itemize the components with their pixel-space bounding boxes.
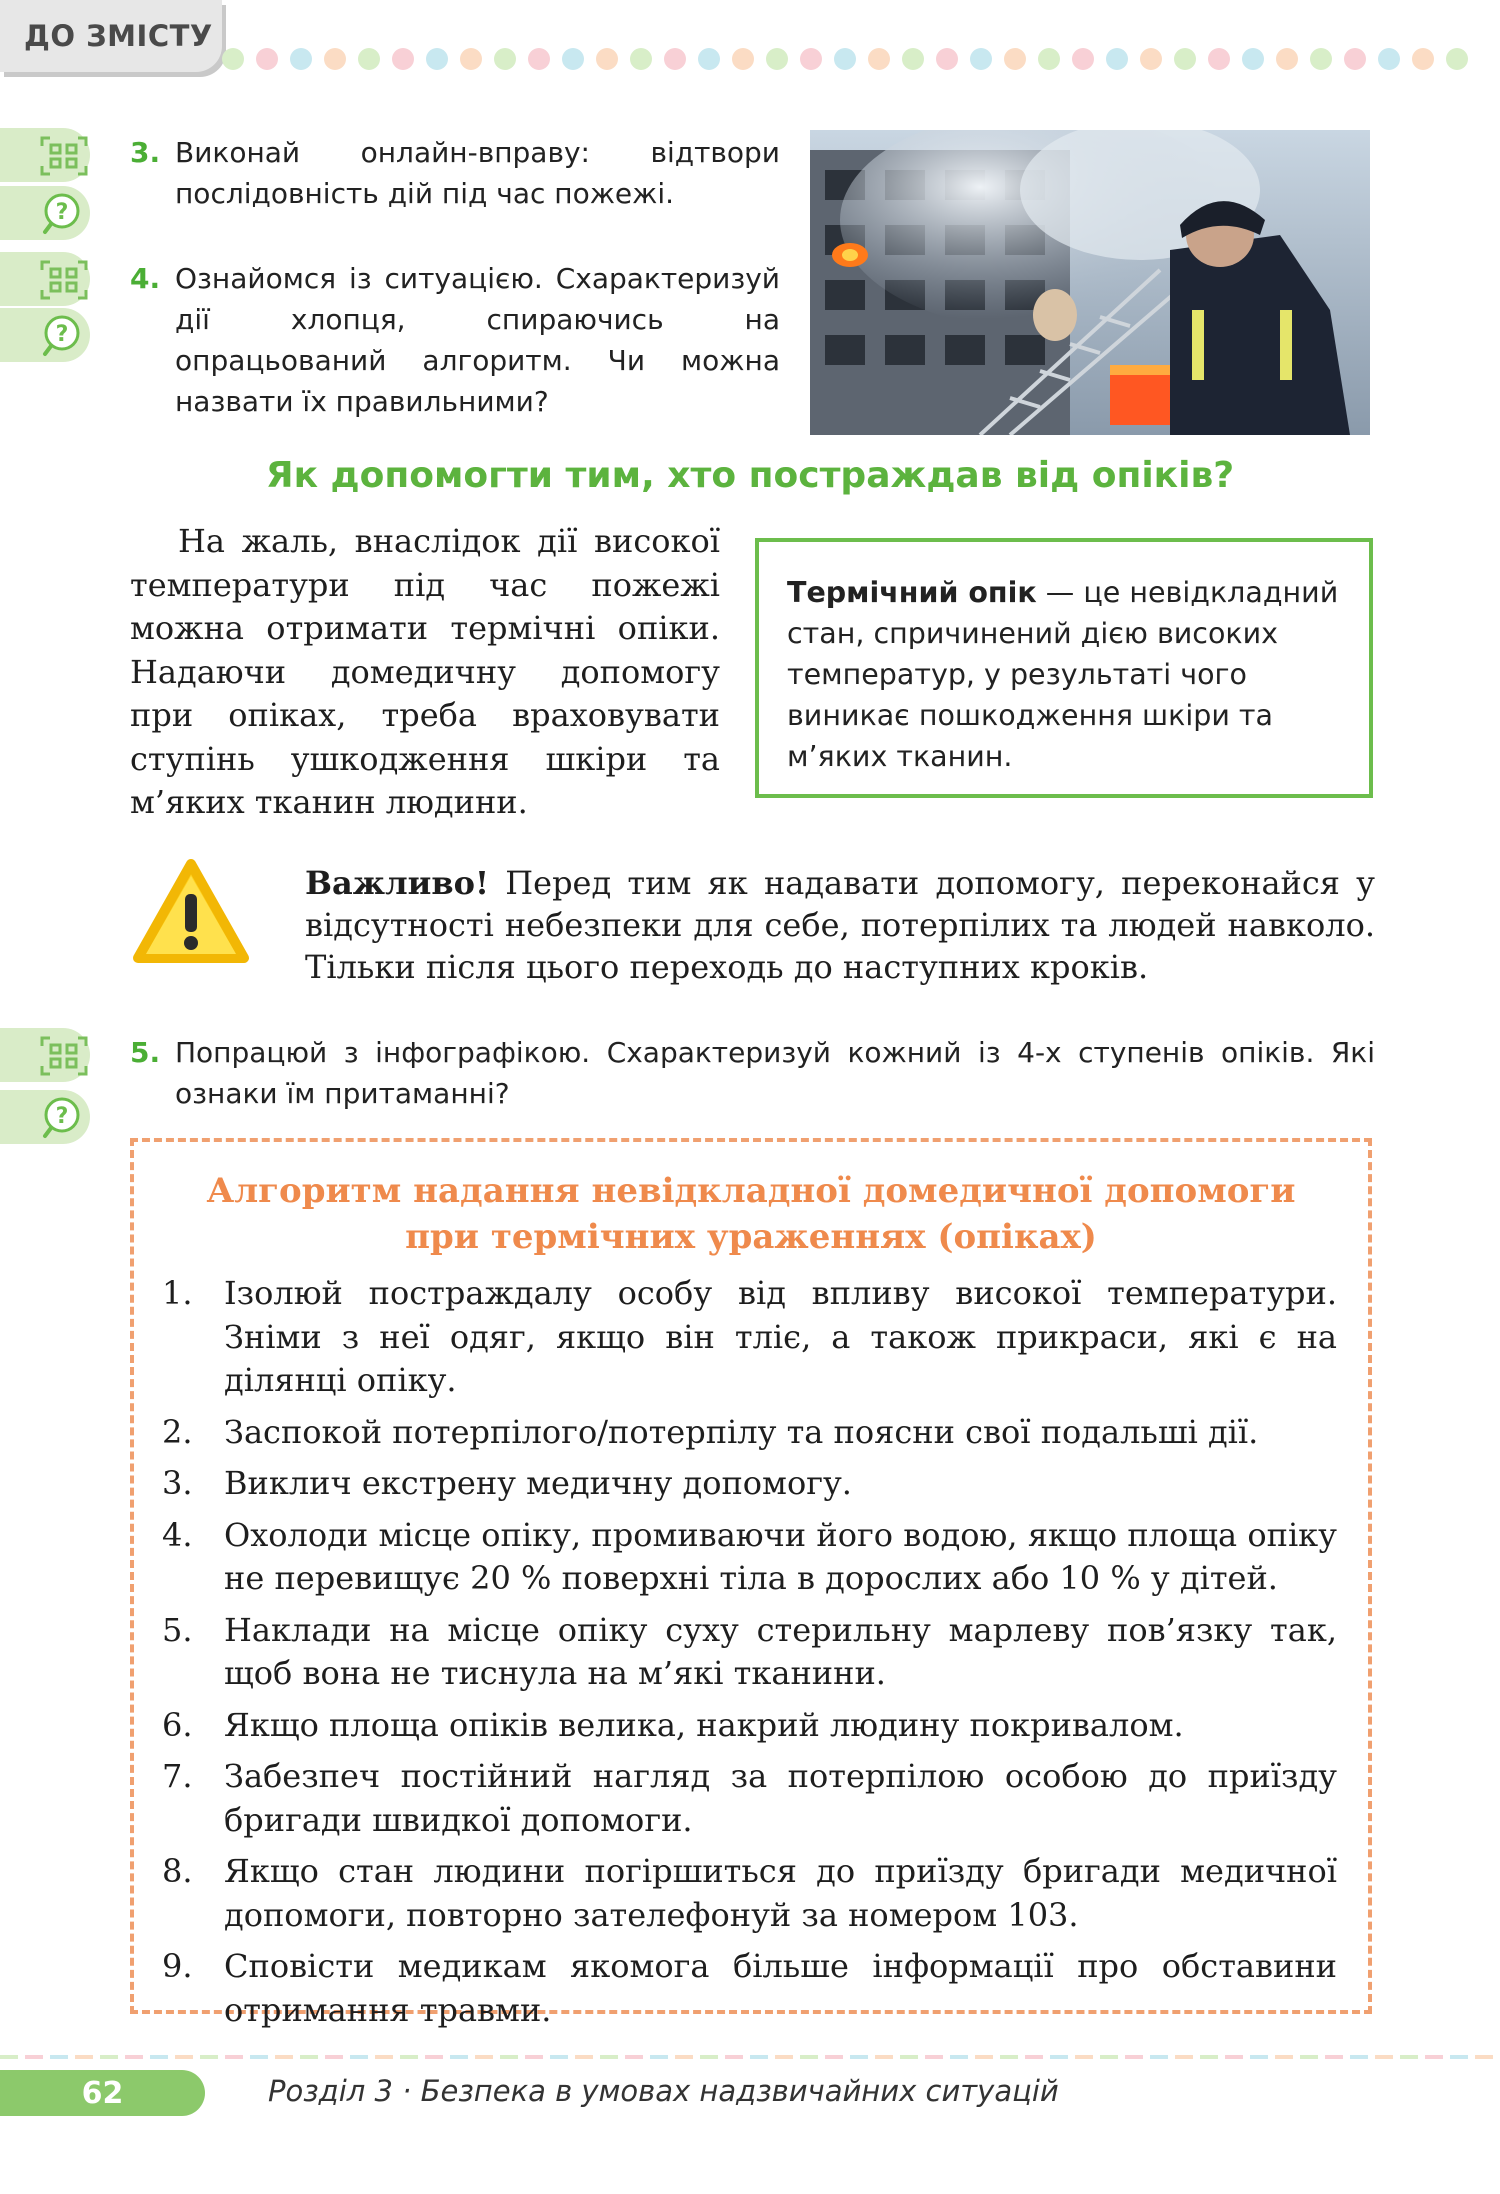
divider-segment xyxy=(750,2055,768,2059)
question-tab-4[interactable] xyxy=(0,308,90,362)
divider-segment xyxy=(1250,2055,1268,2059)
divider-segment xyxy=(625,2055,643,2059)
decorative-dot xyxy=(392,48,414,70)
algorithm-step xyxy=(162,1609,1337,1696)
divider-segment xyxy=(50,2055,68,2059)
divider-segment xyxy=(200,2055,218,2059)
divider-segment xyxy=(1300,2055,1318,2059)
firefighter-rescue-photo xyxy=(810,130,1370,435)
step-number: 8. xyxy=(162,1852,193,1890)
algorithm-step xyxy=(162,1514,1337,1601)
divider-segment xyxy=(1075,2055,1093,2059)
decorative-dot xyxy=(426,48,448,70)
decorative-dot xyxy=(256,48,278,70)
algorithm-step xyxy=(162,1411,1337,1455)
algorithm-step xyxy=(162,1462,1337,1506)
divider-segment xyxy=(325,2055,343,2059)
algorithm-title-line-1: Алгоритм надання невідкладної домедичної допомоги xyxy=(206,1171,1296,1211)
online-exercise-tab-5[interactable] xyxy=(0,1028,90,1082)
svg-text:?: ? xyxy=(55,1104,69,1129)
step-text: Заспокой потерпілого/потерпілу та поясни свої подальші дії. xyxy=(224,1412,1259,1451)
divider-segment xyxy=(1025,2055,1043,2059)
decorative-dot xyxy=(1072,48,1094,70)
algorithm-steps xyxy=(162,1272,1337,2040)
divider-segment xyxy=(75,2055,93,2059)
divider-segment xyxy=(225,2055,243,2059)
step-number: 6. xyxy=(162,1705,193,1744)
question-tab-5[interactable] xyxy=(0,1090,90,1144)
step-number: 1. xyxy=(162,1274,193,1312)
intro-paragraph: На жаль, внаслідок дії високої температури під час пожежі можна отримати термічні опіки. Надаючи домедичну допомогу при опіках, треба враховувати ступінь ушкодження шкіри та м’яких тканин людини. xyxy=(130,522,720,821)
divider-segment xyxy=(1450,2055,1468,2059)
decorative-dot xyxy=(324,48,346,70)
divider-segment xyxy=(1000,2055,1018,2059)
decorative-dot xyxy=(494,48,516,70)
divider-segment xyxy=(550,2055,568,2059)
decorative-dot xyxy=(1344,48,1366,70)
online-exercise-tab-3[interactable] xyxy=(0,128,90,182)
divider-segment xyxy=(1225,2055,1243,2059)
decorative-dot xyxy=(1242,48,1264,70)
page-number: 62 xyxy=(0,2070,205,2116)
toc-link[interactable]: ДО ЗМІСТУ xyxy=(0,0,222,72)
decorative-dot xyxy=(868,48,890,70)
divider-segment xyxy=(850,2055,868,2059)
definition-box xyxy=(755,538,1373,798)
section-heading: Як допомогти тим, хто постраждав від опіків? xyxy=(265,455,1235,496)
divider-segment xyxy=(900,2055,918,2059)
divider-segment xyxy=(125,2055,143,2059)
definition-text: — це невідкладний стан, спричинений дією високих температур, у результаті чого виникає пошкодження шкіри та м’яких тканин. xyxy=(787,576,1339,773)
decorative-dot xyxy=(630,48,652,70)
decorative-dot xyxy=(1446,48,1468,70)
divider-segment xyxy=(1400,2055,1418,2059)
divider-segment xyxy=(1050,2055,1068,2059)
decorative-dot xyxy=(834,48,856,70)
step-text: Виклич екстрену медичну допомогу. xyxy=(224,1464,852,1502)
decorative-dot xyxy=(766,48,788,70)
divider-segment xyxy=(25,2055,43,2059)
divider-segment xyxy=(1475,2055,1493,2059)
warning-body: Перед тим як надавати допомогу, переконайся у відсутності небезпеки для себе, потерпілих та людей навколо. Тільки після цього переходь до наступних кроків. xyxy=(305,864,1375,986)
decorative-dot xyxy=(732,48,754,70)
exercise-number: 4. xyxy=(130,262,161,295)
divider-segment xyxy=(725,2055,743,2059)
qr-code-icon xyxy=(40,136,88,176)
decorative-dot xyxy=(222,48,244,70)
question-tab-3[interactable] xyxy=(0,186,90,240)
exercise-number: 5. xyxy=(130,1036,161,1069)
divider-segment xyxy=(675,2055,693,2059)
step-text: Наклади на місце опіку суху стерильну марлеву пов’язку так, щоб вона не тиснула на м’які тканини. xyxy=(224,1610,1337,1692)
decorative-dot xyxy=(1208,48,1230,70)
decorative-dot xyxy=(1174,48,1196,70)
warning-text xyxy=(305,862,1375,988)
step-text: Сповісти медикам якомога більше інформації про обставини отримання травми. xyxy=(224,1947,1337,2029)
algorithm-title xyxy=(134,1168,1368,1260)
footer-divider xyxy=(0,2055,1500,2059)
algorithm-step xyxy=(162,1272,1337,1403)
decorative-dot xyxy=(1310,48,1332,70)
step-number: 5. xyxy=(162,1610,193,1649)
exercise-text: Попрацюй з інфографікою. Схарактеризуй кожний із 4-х ступенів опіків. Які ознаки їм притаманні? xyxy=(175,1036,1375,1110)
magnifier-question-icon xyxy=(42,1095,86,1139)
exercise-number: 3. xyxy=(130,136,161,169)
decorative-dot xyxy=(800,48,822,70)
algorithm-step xyxy=(162,1945,1337,2032)
divider-segment xyxy=(1150,2055,1168,2059)
online-exercise-tab-4[interactable] xyxy=(0,252,90,306)
algorithm-title-line-2: при термічних ураженнях (опіках) xyxy=(405,1217,1097,1257)
qr-code-icon xyxy=(40,1036,88,1076)
divider-segment xyxy=(1100,2055,1118,2059)
step-number: 2. xyxy=(162,1412,193,1451)
decorative-dot xyxy=(970,48,992,70)
divider-segment xyxy=(1200,2055,1218,2059)
decorative-dot xyxy=(460,48,482,70)
step-text: Ізолюй постраждалу особу від впливу високої температури. Зніми з неї одяг, якщо він тліє, а також прикраси, які є на ділянці опіку. xyxy=(224,1274,1337,1399)
step-text: Якщо площа опіків велика, накрий людину покривалом. xyxy=(224,1705,1184,1744)
magnifier-question-icon xyxy=(42,313,86,357)
algorithm-step xyxy=(162,1755,1337,1842)
decorative-dot xyxy=(664,48,686,70)
divider-segment xyxy=(500,2055,518,2059)
decorative-dot xyxy=(1140,48,1162,70)
divider-segment xyxy=(375,2055,393,2059)
divider-segment xyxy=(650,2055,668,2059)
divider-segment xyxy=(425,2055,443,2059)
divider-segment xyxy=(1275,2055,1293,2059)
divider-segment xyxy=(350,2055,368,2059)
decorative-dot xyxy=(936,48,958,70)
divider-segment xyxy=(925,2055,943,2059)
decorative-dot xyxy=(1106,48,1128,70)
decorative-dot xyxy=(1412,48,1434,70)
decorative-dot xyxy=(1378,48,1400,70)
step-number: 4. xyxy=(162,1515,193,1554)
definition-term: Термічний опік xyxy=(787,576,1037,609)
step-number: 3. xyxy=(162,1464,193,1502)
svg-text:?: ? xyxy=(55,322,69,347)
divider-segment xyxy=(800,2055,818,2059)
divider-segment xyxy=(825,2055,843,2059)
warning-icon xyxy=(130,856,252,968)
decorative-dot xyxy=(596,48,618,70)
chapter-title: Розділ 3 · Безпека в умовах надзвичайних ситуацій xyxy=(268,2074,1059,2108)
divider-segment xyxy=(950,2055,968,2059)
divider-segment xyxy=(775,2055,793,2059)
divider-segment xyxy=(1350,2055,1368,2059)
divider-segment xyxy=(975,2055,993,2059)
divider-segment xyxy=(275,2055,293,2059)
warning-label: Важливо! xyxy=(305,864,490,902)
decorative-dot xyxy=(528,48,550,70)
divider-segment xyxy=(600,2055,618,2059)
divider-segment xyxy=(475,2055,493,2059)
magnifier-question-icon xyxy=(42,191,86,235)
decorative-dot xyxy=(902,48,924,70)
algorithm-step xyxy=(162,1850,1337,1937)
divider-segment xyxy=(700,2055,718,2059)
decorative-dot xyxy=(1276,48,1298,70)
decorative-dot xyxy=(1004,48,1026,70)
step-text: Якщо стан людини погіршиться до приїзду бригади медичної допомоги, повторно зателефонуй за номером 103. xyxy=(224,1852,1337,1934)
step-number: 7. xyxy=(162,1757,193,1795)
divider-segment xyxy=(250,2055,268,2059)
qr-code-icon xyxy=(40,260,88,300)
exercise-text: Ознайомся із ситуацією. Схарактеризуй дії хлопця, спираючись на опрацьований алгоритм. Чи можна назвати їх правильними? xyxy=(175,262,780,418)
decorative-dot xyxy=(290,48,312,70)
divider-segment xyxy=(0,2055,18,2059)
decorative-dot xyxy=(1038,48,1060,70)
algorithm-step xyxy=(162,1704,1337,1748)
exercise-text: Виконай онлайн-вправу: відтвори послідовність дій під час пожежі. xyxy=(175,136,780,210)
divider-segment xyxy=(100,2055,118,2059)
divider-segment xyxy=(400,2055,418,2059)
divider-segment xyxy=(1375,2055,1393,2059)
divider-segment xyxy=(450,2055,468,2059)
decorative-dot xyxy=(358,48,380,70)
step-text: Охолоди місце опіку, промиваючи його водою, якщо площа опіку не перевищує 20 % поверхні тіла в дорослих або 10 % у дітей. xyxy=(224,1515,1337,1597)
decorative-dot xyxy=(562,48,584,70)
divider-segment xyxy=(1125,2055,1143,2059)
divider-segment xyxy=(150,2055,168,2059)
divider-segment xyxy=(525,2055,543,2059)
divider-segment xyxy=(875,2055,893,2059)
divider-segment xyxy=(1425,2055,1443,2059)
step-text: Забезпеч постійний нагляд за потерпілою особою до приїзду бригади швидкої допомоги. xyxy=(224,1757,1337,1839)
divider-segment xyxy=(1175,2055,1193,2059)
divider-segment xyxy=(175,2055,193,2059)
divider-segment xyxy=(575,2055,593,2059)
divider-segment xyxy=(300,2055,318,2059)
algorithm-box xyxy=(130,1138,1372,2029)
decorative-dot xyxy=(698,48,720,70)
svg-text:?: ? xyxy=(55,200,69,225)
step-number: 9. xyxy=(162,1947,193,1985)
divider-segment xyxy=(1325,2055,1343,2059)
